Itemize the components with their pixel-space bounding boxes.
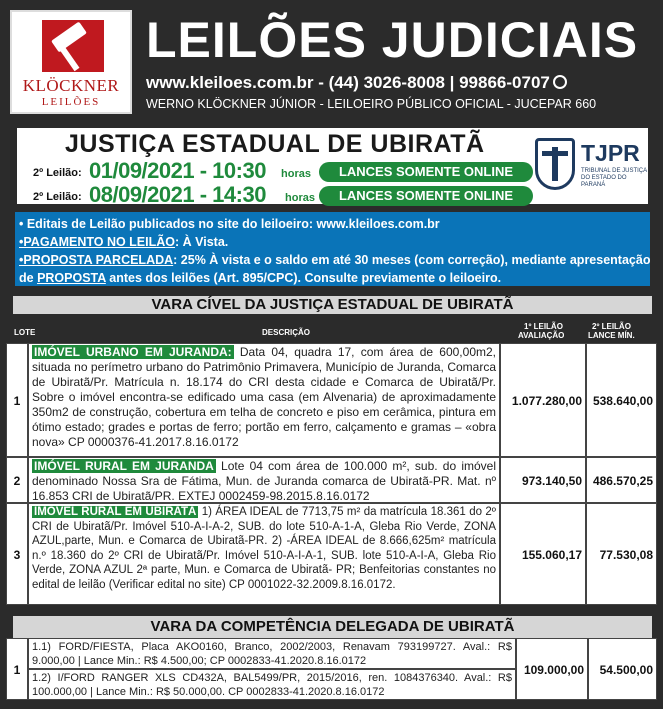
court-name: TRIBUNAL DE JUSTIÇA DO ESTADO DO PARANÁ bbox=[581, 168, 647, 188]
online-badge: LANCES SOMENTE ONLINE bbox=[319, 186, 533, 206]
lot-description bbox=[28, 457, 500, 503]
lot-aval: 1.077.280,00 bbox=[500, 343, 586, 457]
lot-lance: 538.640,00 bbox=[586, 343, 657, 457]
court-title: JUSTIÇA ESTADUAL DE UBIRATÃ bbox=[65, 130, 485, 158]
lot-text: 1) ÁREA IDEAL de 7713,75 m² da matrícula 18.361 do 2º CRI de Ubiratã/Pr. Imóvel 510-A-I-A-2, SUB. do lote 510-A-1-A, Gleba Rio Verde, ZONA AZUL,parte, Mun. e Comarca de Ubiratã-PR. 2) -ÁREA IDEAL de 8.666,625m² matrícula n.º 18.360 do 2º CRI de Ubiratã/Pr. Imóvel 510-A-I-A-1, SUB. lote 510-A-I-A, Gleba Rio Verde, ZONA AZUL 2ª parte, Mun. e Comarca de Ubiratã- PR; Benfeitorias constantes no edital de leilão (Verificar edital no site) CP 0001022-32.2009.8.16.0172. bbox=[32, 506, 497, 591]
lot-tag: IMÓVEL RURAL EM JURANDA bbox=[34, 459, 214, 473]
info-text-a: de bbox=[19, 271, 38, 285]
auctioneer-line: WERNO KLÖCKNER JÚNIOR - LEILOEIRO PÚBLICO OFICIAL - JUCEPAR 660 bbox=[146, 97, 597, 111]
page-title: LEILÕES JUDICIAIS bbox=[146, 12, 639, 68]
section-header-civil: VARA CÍVEL DA JUSTIÇA ESTADUAL DE UBIRATÃ bbox=[13, 292, 652, 314]
lot-aval: 973.140,50 bbox=[500, 457, 586, 503]
court-abbr: TJPR bbox=[581, 140, 640, 166]
lot-lance: 54.500,00 bbox=[588, 638, 657, 700]
lot-item-2: 1.2) I/FORD RANGER XLS CD432A, BAL5499/PR, 2015/2016, ren. 1084376340. Aval.: R$ 100.000,00 | Lance Min.: R$ 50.000,00. CP 0002833-41.2020.8.16.0172 bbox=[28, 669, 516, 700]
contact-line bbox=[146, 72, 567, 94]
header bbox=[0, 0, 663, 118]
col-lote: LOTE bbox=[14, 328, 36, 337]
lot-tag: IMÓVEL RURAL EM UBIRATÃ bbox=[34, 506, 197, 518]
lot-number: 1 bbox=[6, 343, 28, 457]
whatsapp-icon bbox=[553, 75, 567, 89]
lot-number: 3 bbox=[6, 503, 28, 605]
lot-number: 2 bbox=[6, 457, 28, 503]
column-headers bbox=[0, 314, 663, 342]
lot-text: Lote 04 com área de 100.000 m², sub. do imóvel denominado Nossa Sra de Fátima, Mun. de Juranda comarca de Ubiratã-PR. Mat. nº 16.853 CRI de Ubiratã/PR. EXTEJ 0002459-98.2015.8.16.0172 bbox=[32, 459, 496, 503]
lot-item-1: 1.1) FORD/FIESTA, Placa AKO0160, Branco, 2002/2003, Renavam 793199727. Aval.: R$ 9.000,00 | Lance Min.: R$ 4.500,00; CP 0002833-41.2020.8.16.0172 bbox=[28, 638, 516, 669]
info-text-b: antes dos leilões (Art. 895/CPC). Consulte previamente o leiloeiro. bbox=[105, 271, 502, 285]
lot-description bbox=[28, 343, 500, 457]
logo[interactable] bbox=[10, 10, 132, 114]
proposal-label: •PROPOSTA PARCELADA bbox=[19, 253, 174, 267]
auction-label: 2º Leilão: bbox=[33, 167, 82, 179]
auction-hours: horas bbox=[285, 192, 315, 204]
lot-text: Data 04, quadra 17, com área de 600,00m2, situada no perímetro urbano do Patrimônio Primavera, Município de Juranda, Comarca de Ubiratã/Pr. Matrícula n. 18.174 do CRI desta cidade e Comarca de Ubiratã/Pr. Sobre o imóvel encontra-se edificado uma casa (em Alvenaria) de aproximadamente 350m2 de construção, cobertura em telha de concreto e piso em cerâmica, pintura em ótimo estado; grades e portas de ferro; portão em ferro, calçamento e gramas – «obra nova» CP 0000376-41.2017.8.16.0172 bbox=[32, 345, 496, 449]
info-line-4 bbox=[19, 269, 646, 287]
lot-tag: IMÓVEL URBANO EM JURANDA: bbox=[34, 345, 232, 359]
online-badge: LANCES SOMENTE ONLINE bbox=[319, 162, 533, 182]
lot-number: 1 bbox=[6, 638, 28, 700]
proposal-word: PROPOSTA bbox=[37, 271, 106, 285]
col-aval-line1: 1º LEILÃO bbox=[524, 322, 563, 331]
auction-date: 01/09/2021 - 10:30 bbox=[89, 158, 266, 183]
proposal-text: : 25% À vista e o saldo em até 30 meses (com correção), mediante apresentação bbox=[173, 253, 651, 267]
col-descricao: DESCRIÇÃO bbox=[262, 328, 311, 337]
payment-text: : À Vista. bbox=[175, 235, 229, 249]
section-header-delegated: VARA DA COMPETÊNCIA DELEGADA DE UBIRATÃ bbox=[13, 612, 652, 638]
col-lance-line2: LANCE MÍN. bbox=[588, 331, 635, 340]
info-panel bbox=[13, 210, 652, 288]
logo-name: KLÖCKNER bbox=[22, 76, 120, 95]
col-lance-line1: 2º LEILÃO bbox=[592, 322, 631, 331]
gavel-icon bbox=[42, 20, 104, 72]
court-emblem-icon bbox=[535, 138, 575, 190]
logo-sub: LEILÕES bbox=[41, 96, 101, 108]
auction-hours: horas bbox=[281, 168, 311, 180]
col-aval-line2: AVALIAÇÃO bbox=[518, 331, 565, 340]
auction-label: 2º Leilão: bbox=[33, 191, 82, 203]
lot-lance: 77.530,08 bbox=[586, 503, 657, 605]
auction-date: 08/09/2021 - 14:30 bbox=[89, 182, 266, 207]
info-line-1: • Editais de Leilão publicados no site do leiloeiro: www.kleiloes.com.br bbox=[19, 217, 440, 231]
court-banner bbox=[13, 124, 652, 208]
contact-text[interactable]: www.kleiloes.com.br - (44) 3026-8008 | 99866-0707 bbox=[146, 73, 550, 92]
lot-aval: 109.000,00 bbox=[516, 638, 588, 700]
payment-label: •PAGAMENTO NO LEILÃO bbox=[19, 235, 175, 249]
lot-aval: 155.060,17 bbox=[500, 503, 586, 605]
info-line-3 bbox=[19, 251, 651, 269]
lot-lance: 486.570,25 bbox=[586, 457, 657, 503]
lot-description bbox=[28, 503, 500, 605]
info-line-2 bbox=[19, 233, 646, 251]
